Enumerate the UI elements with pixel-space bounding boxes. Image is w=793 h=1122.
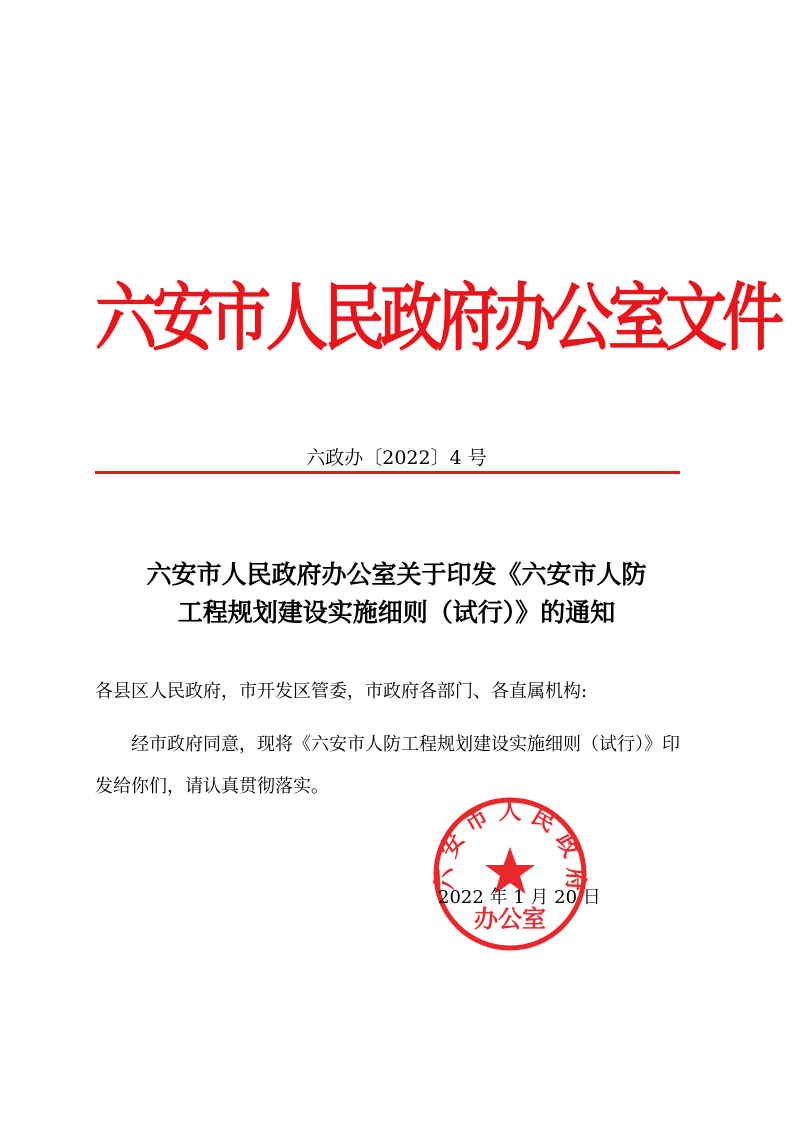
issue-date: 2022 年 1 月 20 日: [438, 887, 601, 908]
notice-title-line-1: 六安市人民政府办公室关于印发《六安市人防: [146, 560, 647, 589]
document-number: 六政办〔2022〕4 号: [306, 447, 487, 469]
seal-text-bottom: 办公室: [474, 905, 546, 933]
header-divider: [95, 471, 680, 474]
document-header-title: 六安市人民政府办公室文件: [95, 274, 780, 361]
body-paragraph: 经市政府同意，现将《六安市人防工程规划建设实施细则（试行）》印发给你们，请认真贯彻落实。: [95, 734, 680, 797]
official-seal-stamp: [431, 795, 589, 953]
seal-text-arc: 六安市人民政府: [431, 798, 589, 892]
notice-title: [60, 556, 733, 632]
notice-title-line-2: 工程规划建设实施细则（试行）》的通知: [177, 598, 616, 627]
salutation: 各县区人民政府，市开发区管委，市政府各部门、各直属机构:: [95, 681, 588, 702]
